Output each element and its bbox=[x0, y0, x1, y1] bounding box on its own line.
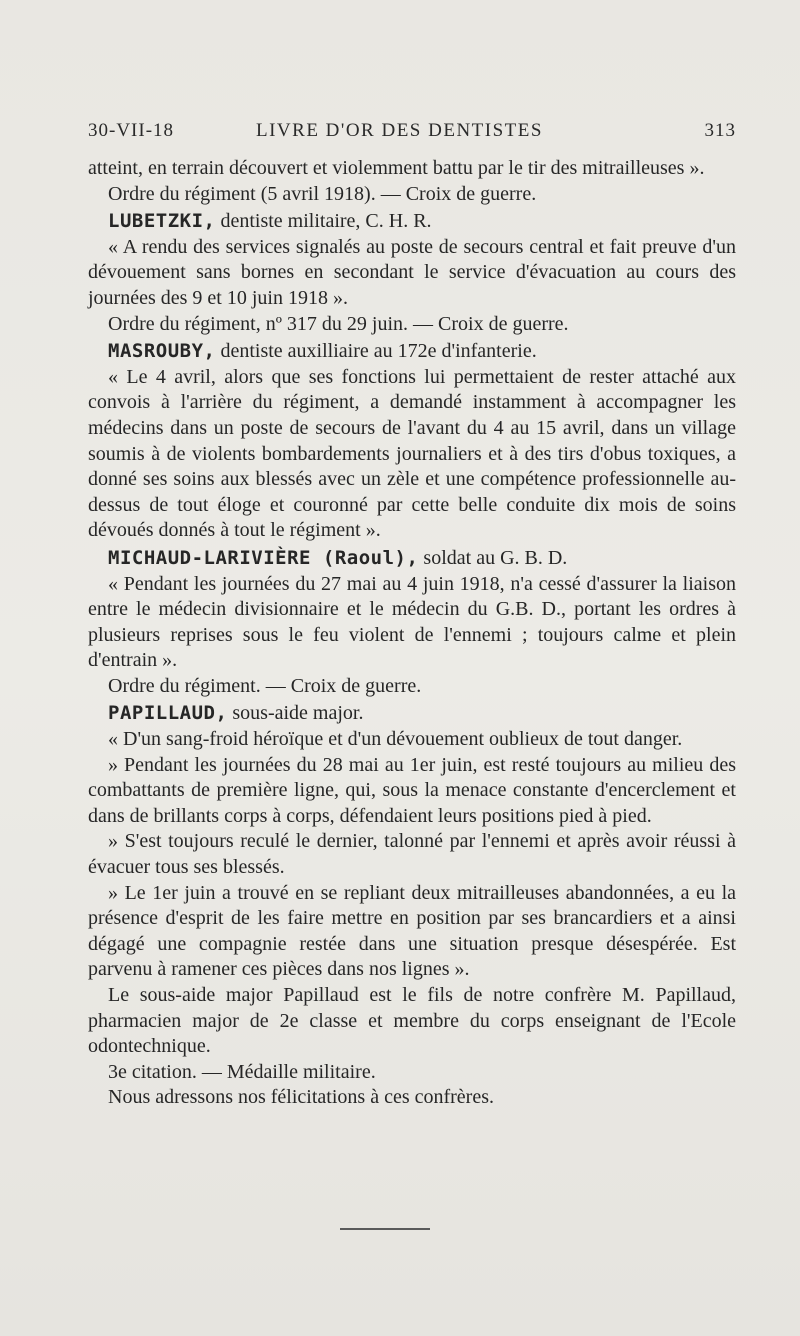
page-body bbox=[88, 156, 736, 1111]
entry-name: LUBETZKI, bbox=[108, 210, 216, 233]
entry-heading bbox=[88, 209, 736, 235]
entry-name: MICHAUD-LARIVIÈRE (Raoul), bbox=[108, 546, 419, 569]
paragraph: Le sous-aide major Papillaud est le fils de notre confrère M. Papillaud, pharmacien major de 2e classe et membre du corps enseignant de l'Ecole odontechnique. bbox=[88, 984, 736, 1058]
paragraph: Ordre du régiment. — Croix de guerre. bbox=[108, 674, 422, 697]
entry-name: MASROUBY, bbox=[108, 340, 216, 363]
running-header bbox=[88, 120, 738, 150]
paragraph: « D'un sang-froid héroïque et d'un dévouement oublieux de tout danger. bbox=[108, 728, 683, 751]
paragraph: « Le 4 avril, alors que ses fonctions lui permettaient de rester attaché aux convois à l'arrière du régiment, a demandé instamment à accompagner les médecins dans un poste de secours de l'avant du 4 au 15 avril, dans un village soumis à de violents bombardements journaliers et à des tirs d'obus toxiques, a donné ses soins aux blessés avec un zèle et une compétence professionnelle au-dessus de tout éloge et couronné par cette belle conduite dix mois de soins dévoués donnés à tout le régiment ». bbox=[88, 365, 736, 542]
entry-name: PAPILLAUD, bbox=[108, 702, 228, 725]
paragraph: « Pendant les journées du 27 mai au 4 juin 1918, n'a cessé d'assurer la liaison entre le médecin divisionnaire et le médecin du G.B. D., portant les ordres à plusieurs reprises sous le feu violent de l'ennemi ; toujours calme et plein d'entrain ». bbox=[88, 572, 736, 672]
paragraph: Ordre du régiment, nº 317 du 29 juin. — Croix de guerre. bbox=[108, 312, 569, 335]
paragraph: » Le 1er juin a trouvé en se repliant deux mitrailleuses abandonnées, a eu la présence d'esprit de les faire mettre en position par ses brancardiers et a ainsi dégagé une compagnie restée dans une situation presque désespérée. Est parvenu à ramener ces pièces dans nos lignes ». bbox=[88, 881, 736, 981]
closing-rule bbox=[340, 1228, 430, 1230]
header-date: 30-VII-18 bbox=[88, 120, 175, 141]
paragraph: atteint, en terrain découvert et violemment battu par le tir des mitrailleuses ». bbox=[88, 157, 705, 179]
entry-heading bbox=[88, 701, 736, 727]
page-number: 313 bbox=[704, 120, 736, 141]
paragraph: Ordre du régiment (5 avril 1918). — Croix de guerre. bbox=[108, 182, 537, 205]
paragraph: « A rendu des services signalés au poste de secours central et fait preuve d'un dévouement sans bornes en secondant le service d'évacuation au cours des journées des 9 et 10 juin 1918 ». bbox=[88, 235, 736, 309]
entry-heading bbox=[88, 546, 736, 572]
paragraph: Nous adressons nos félicitations à ces confrères. bbox=[108, 1086, 494, 1109]
paragraph: » Pendant les journées du 28 mai au 1er juin, est resté toujours au milieu des combattants de première ligne, qui, sous la menace constante d'encerclement et dans de brillants corps à corps, défendaient leurs positions pied à pied. bbox=[88, 753, 736, 827]
header-title: LIVRE D'OR DES DENTISTES bbox=[256, 120, 543, 141]
entry-role: soldat au G. B. D. bbox=[418, 546, 568, 569]
entry-role: dentiste militaire, C. H. R. bbox=[215, 210, 432, 233]
entry-heading bbox=[88, 339, 736, 365]
paragraph: 3e citation. — Médaille militaire. bbox=[108, 1060, 376, 1083]
entry-role: dentiste auxilliaire au 172e d'infanterie. bbox=[215, 340, 537, 363]
entry-role: sous-aide major. bbox=[227, 702, 364, 725]
paragraph: » S'est toujours reculé le dernier, talonné par l'ennemi et après avoir réussi à évacuer tous ses blessés. bbox=[88, 830, 736, 879]
